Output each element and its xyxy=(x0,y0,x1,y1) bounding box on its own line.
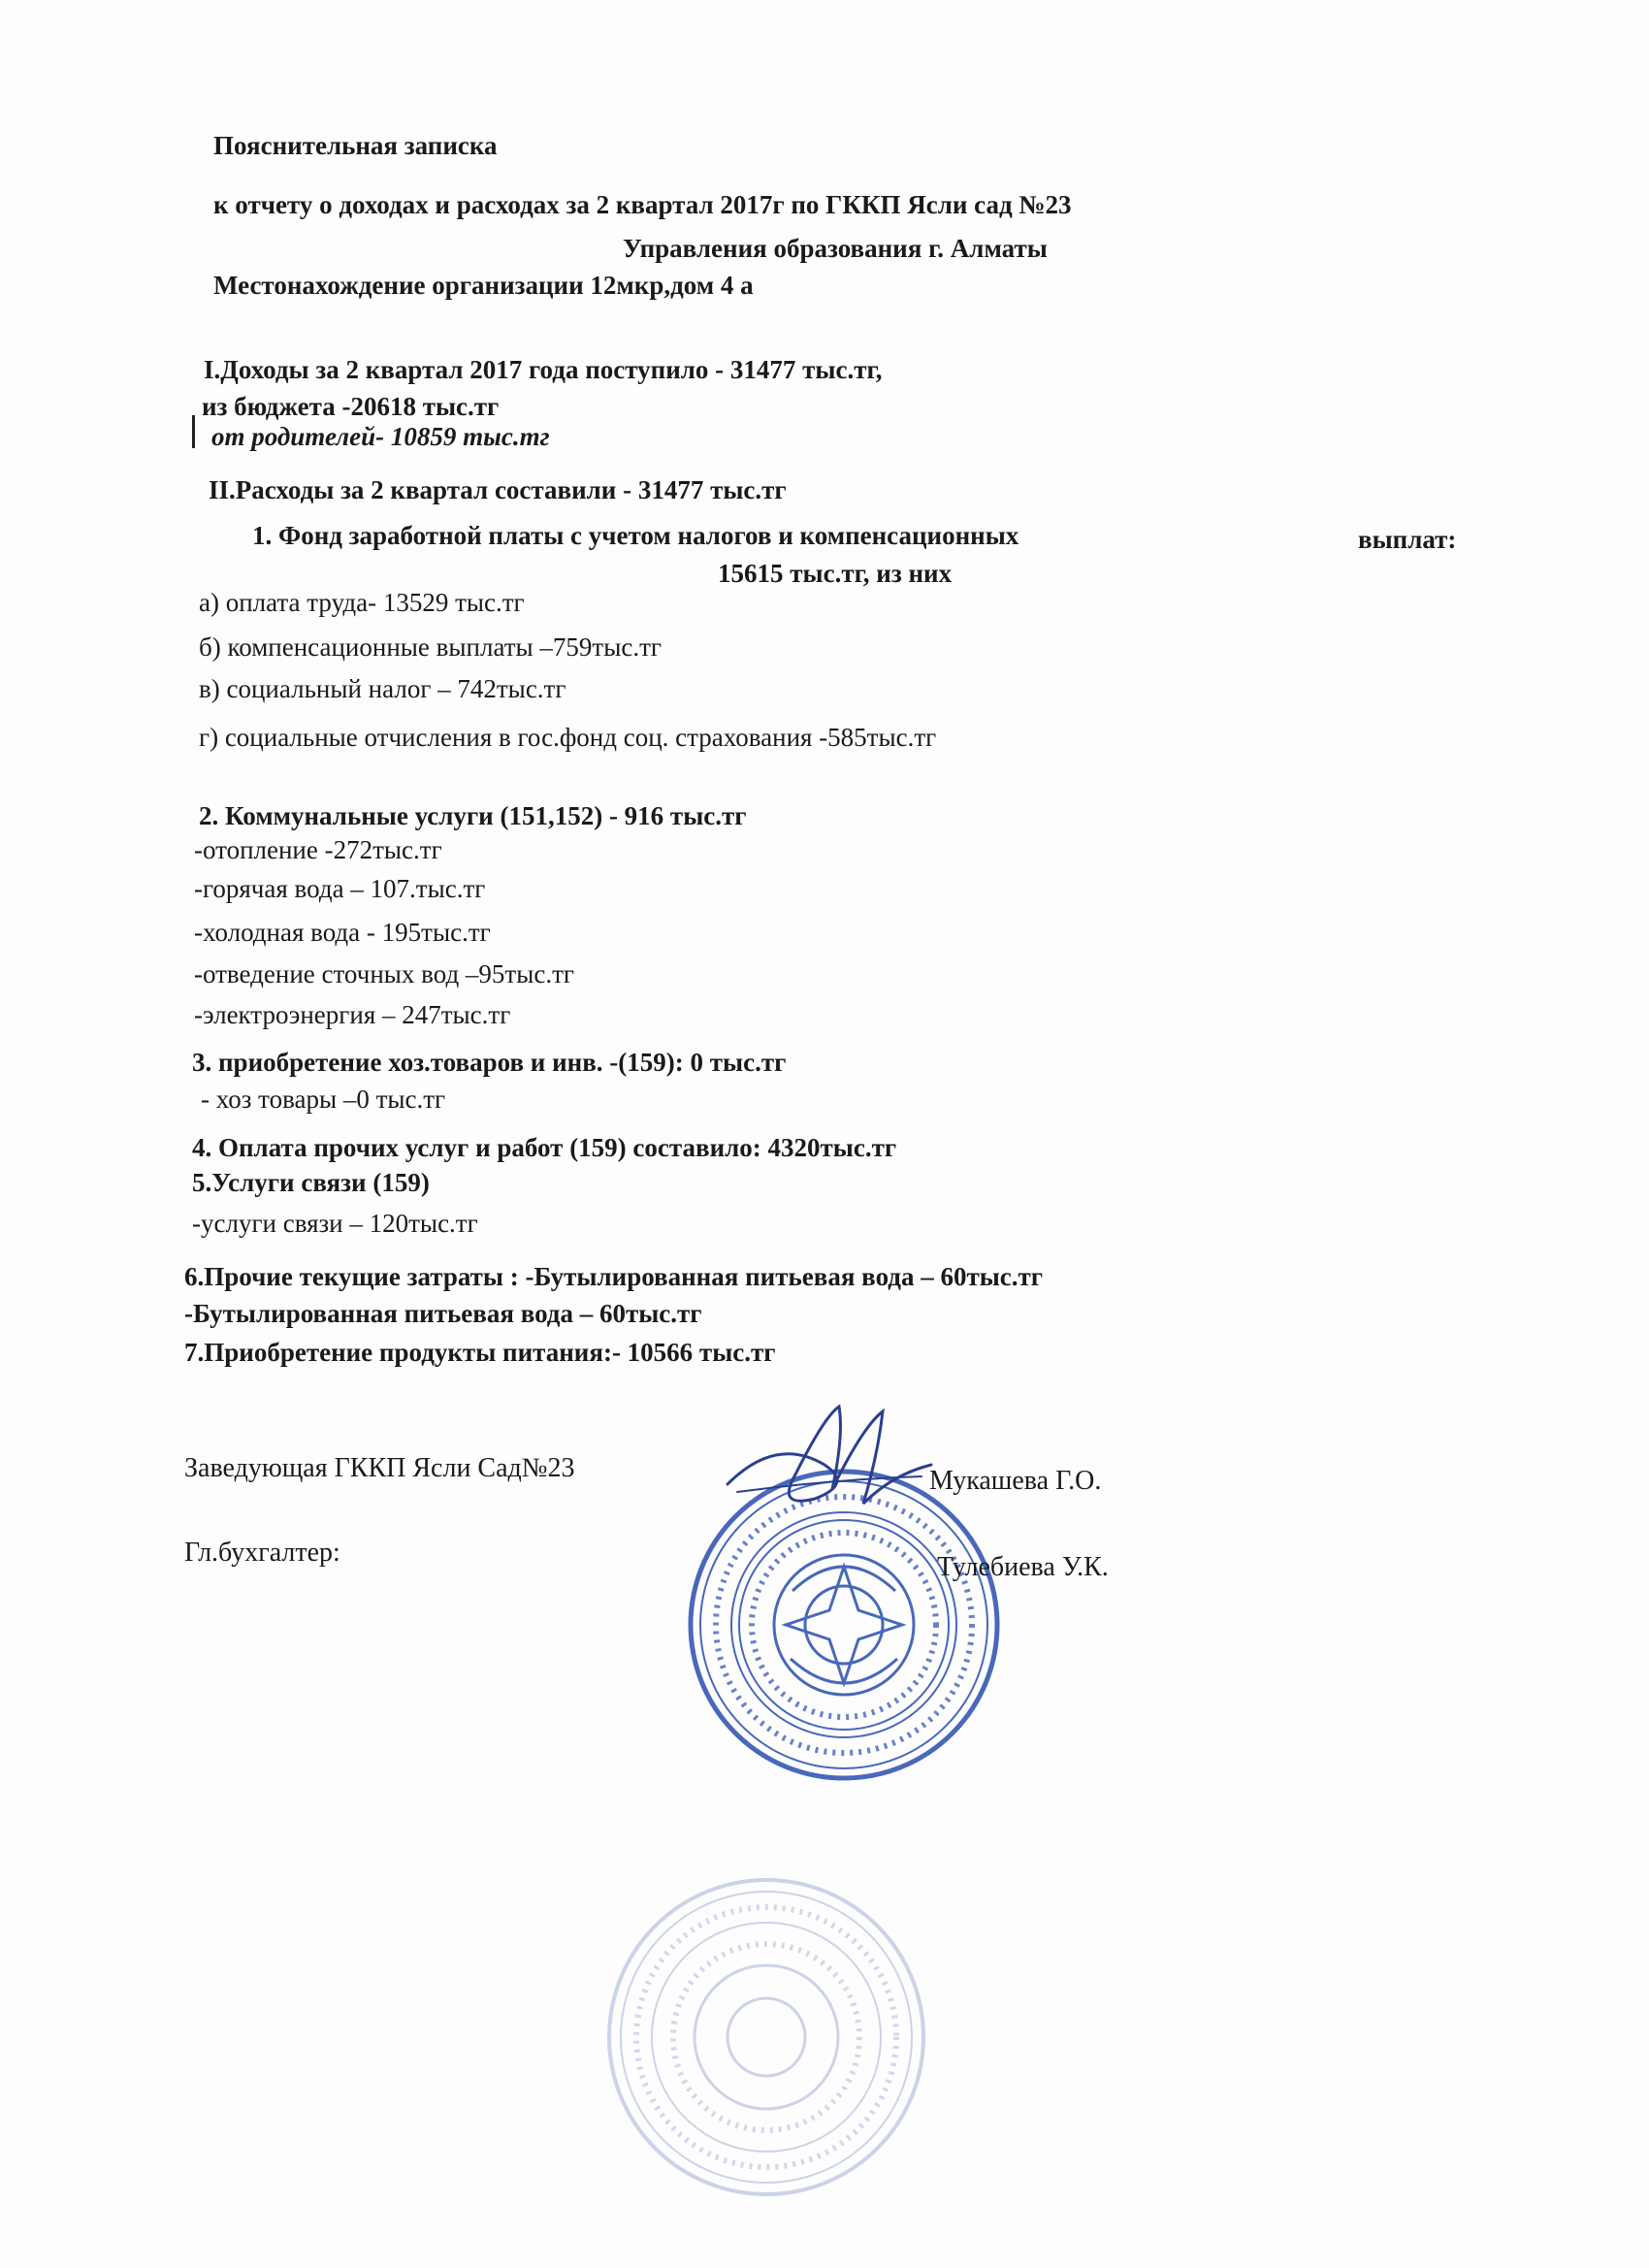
faint-seal-icon xyxy=(601,1872,931,2202)
income-parents: от родителей- 10859 тыс.тг xyxy=(211,422,550,451)
document-department: Управления образования г. Алматы xyxy=(623,234,1048,263)
accountant-role: Гл.бухгалтер: xyxy=(184,1538,340,1568)
income-budget: из бюджета -20618 тыс.тг xyxy=(202,392,500,421)
other-services: 4. Оплата прочих услуг и работ (159) составило: 4320тыс.тг xyxy=(192,1133,897,1162)
utilities-heading: 2. Коммунальные услуги (151,152) - 916 тыс.тг xyxy=(199,801,747,830)
accountant-name: Тулебиева У.К. xyxy=(937,1552,1109,1582)
utilities-item: -отведение сточных вод –95тыс.тг xyxy=(194,959,574,988)
head-role: Заведующая ГККП Ясли Сад№23 xyxy=(184,1453,575,1483)
payroll-heading-end: выплат: xyxy=(1358,525,1457,554)
expenses-heading: II.Расходы за 2 квартал составили - 31477 тыс.тг xyxy=(209,475,787,504)
income-heading: I.Доходы за 2 квартал 2017 года поступило - 31477 тыс.тг, xyxy=(204,355,883,384)
document-subtitle: к отчету о доходах и расходах за 2 квартал 2017г по ГККП Ясли сад №23 xyxy=(213,190,1072,219)
payroll-heading: 1. Фонд заработной платы с учетом налогов и компенсационных xyxy=(252,521,1019,550)
utilities-item: -холодная вода - 195тыс.тг xyxy=(194,918,491,947)
document-title: Пояснительная записка xyxy=(213,131,498,160)
goods-item: - хоз товары –0 тыс.тг xyxy=(201,1085,446,1114)
utilities-item: -отопление -272тыс.тг xyxy=(194,835,442,864)
margin-bar xyxy=(192,415,195,448)
water-item: -Бутылированная питьевая вода – 60тыс.тг xyxy=(184,1299,702,1328)
current-costs: 6.Прочие текущие затраты : -Бутылированная питьевая вода – 60тыс.тг xyxy=(184,1262,1044,1291)
communications-heading: 5.Услуги связи (159) xyxy=(192,1168,430,1197)
payroll-item: а) оплата труда- 13529 тыс.тг xyxy=(199,588,525,617)
goods-heading: 3. приобретение хоз.товаров и инв. -(159): 0 тыс.тг xyxy=(192,1048,787,1077)
utilities-item: -горячая вода – 107.тыс.тг xyxy=(194,874,486,903)
head-name: Мукашева Г.О. xyxy=(929,1466,1102,1496)
payroll-item: г) социальные отчисления в гос.фонд соц. страхования -585тыс.тг xyxy=(199,723,937,752)
communications-item: -услуги связи – 120тыс.тг xyxy=(192,1209,478,1238)
document-location: Местонахождение организации 12мкр,дом 4 а xyxy=(213,271,754,300)
payroll-total: 15615 тыс.тг, из них xyxy=(718,559,953,588)
payroll-item: б) компенсационные выплаты –759тыс.тг xyxy=(199,632,662,662)
signature-icon xyxy=(718,1397,941,1523)
utilities-item: -электроэнергия – 247тыс.тг xyxy=(194,1000,511,1029)
food-item: 7.Приобретение продукты питания:- 10566 тыс.тг xyxy=(184,1338,776,1367)
payroll-item: в) социальный налог – 742тыс.тг xyxy=(199,674,566,703)
